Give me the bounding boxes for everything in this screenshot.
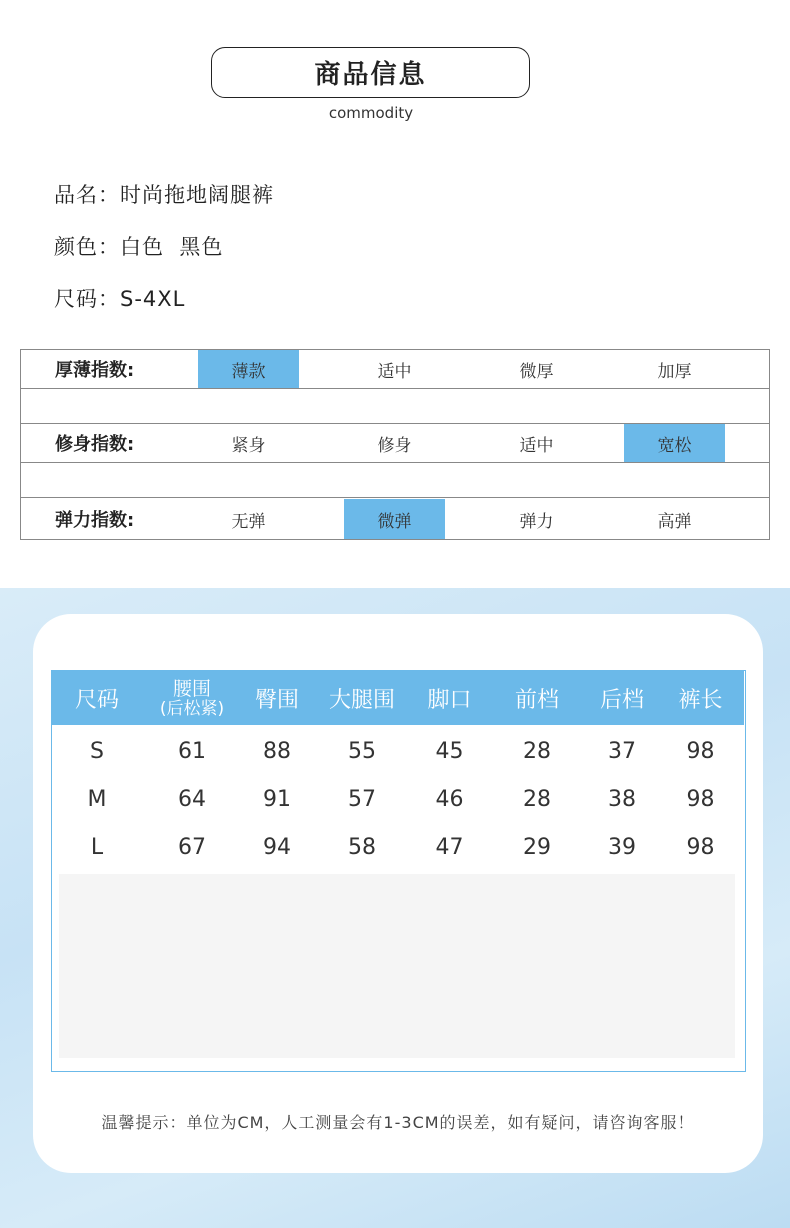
product-size-line [54, 283, 185, 313]
table-row [52, 727, 744, 775]
product-color-value: 白色 黑色 [120, 235, 224, 259]
elasticity-option-elastic: 弹力 [519, 511, 554, 532]
elasticity-option-high: 高弹 [657, 511, 692, 532]
table-row [52, 775, 744, 823]
cell-back-rise: 39 [608, 834, 636, 860]
table-spacer-row [21, 389, 769, 424]
fit-option-loose: 宽松 [624, 424, 725, 462]
fit-option-medium: 适中 [519, 435, 554, 456]
cell-hip: 88 [263, 738, 291, 764]
empty-table-area [59, 874, 735, 1058]
index-table [20, 349, 770, 540]
header-waist-label: 腰围 [172, 677, 211, 700]
header-waist-note: (后松紧) [159, 698, 225, 719]
cell-waist: 64 [178, 786, 206, 812]
elasticity-option-none: 无弹 [231, 511, 266, 532]
cell-leg-opening: 46 [435, 786, 464, 812]
cell-leg-opening: 47 [435, 834, 464, 860]
product-size-label: 尺码： [54, 287, 120, 311]
cell-back-rise: 38 [608, 786, 636, 812]
cell-back-rise: 37 [608, 738, 636, 764]
header-waist [142, 671, 242, 725]
cell-waist: 67 [178, 834, 206, 860]
table-spacer-row [21, 463, 769, 498]
fit-option-tight: 紧身 [231, 435, 266, 456]
cell-length: 98 [686, 738, 715, 764]
elasticity-index-row [21, 499, 769, 539]
cell-front-rise: 29 [523, 834, 551, 860]
cell-front-rise: 28 [523, 738, 551, 764]
cell-front-rise: 28 [523, 786, 551, 812]
cell-hip: 94 [263, 834, 291, 860]
header-hip: 臀围 [254, 687, 299, 713]
cell-length: 98 [686, 786, 715, 812]
cell-length: 98 [686, 834, 715, 860]
product-color-line [54, 231, 223, 261]
thickness-option-slightly-thick: 微厚 [519, 361, 554, 382]
elasticity-option-slight: 微弹 [344, 499, 445, 539]
cell-size: L [90, 834, 104, 860]
size-table-header [52, 671, 744, 725]
size-table [51, 670, 746, 1072]
product-color-label: 颜色： [54, 235, 120, 259]
header-leg-opening: 脚口 [427, 687, 472, 713]
product-name-line [54, 179, 274, 209]
page-subtitle: commodity [328, 104, 414, 122]
product-name-value: 时尚拖地阔腿裤 [120, 183, 274, 207]
fit-option-slim: 修身 [377, 435, 412, 456]
measurement-tip: 温馨提示：单位为CM，人工测量会有1-3CM的误差，如有疑问，请咨询客服！ [101, 1113, 695, 1132]
cell-size: M [87, 786, 107, 812]
cell-size: S [90, 738, 104, 764]
cell-thigh: 55 [348, 738, 376, 764]
fit-index-label: 修身指数: [55, 434, 135, 455]
product-name-label: 品名： [54, 183, 120, 207]
cell-waist: 61 [178, 738, 206, 764]
thickness-index-label: 厚薄指数: [55, 360, 135, 381]
header-length: 裤长 [678, 687, 723, 713]
cell-thigh: 57 [348, 786, 376, 812]
elasticity-index-label: 弹力指数: [55, 510, 135, 531]
thickness-option-thin: 薄款 [198, 350, 299, 388]
header-size: 尺码 [74, 687, 119, 713]
product-size-value: S-4XL [120, 287, 186, 311]
page-title: 商品信息 [211, 47, 530, 98]
thickness-option-medium: 适中 [377, 361, 412, 382]
header-back-rise: 后档 [599, 687, 644, 713]
header-front-rise: 前档 [514, 687, 559, 713]
cell-hip: 91 [263, 786, 291, 812]
header-thigh: 大腿围 [328, 687, 395, 713]
table-row [52, 823, 744, 871]
cell-thigh: 58 [348, 834, 376, 860]
thickness-index-row [21, 350, 769, 389]
fit-index-row [21, 424, 769, 463]
cell-leg-opening: 45 [435, 738, 464, 764]
thickness-option-thick: 加厚 [657, 361, 692, 382]
